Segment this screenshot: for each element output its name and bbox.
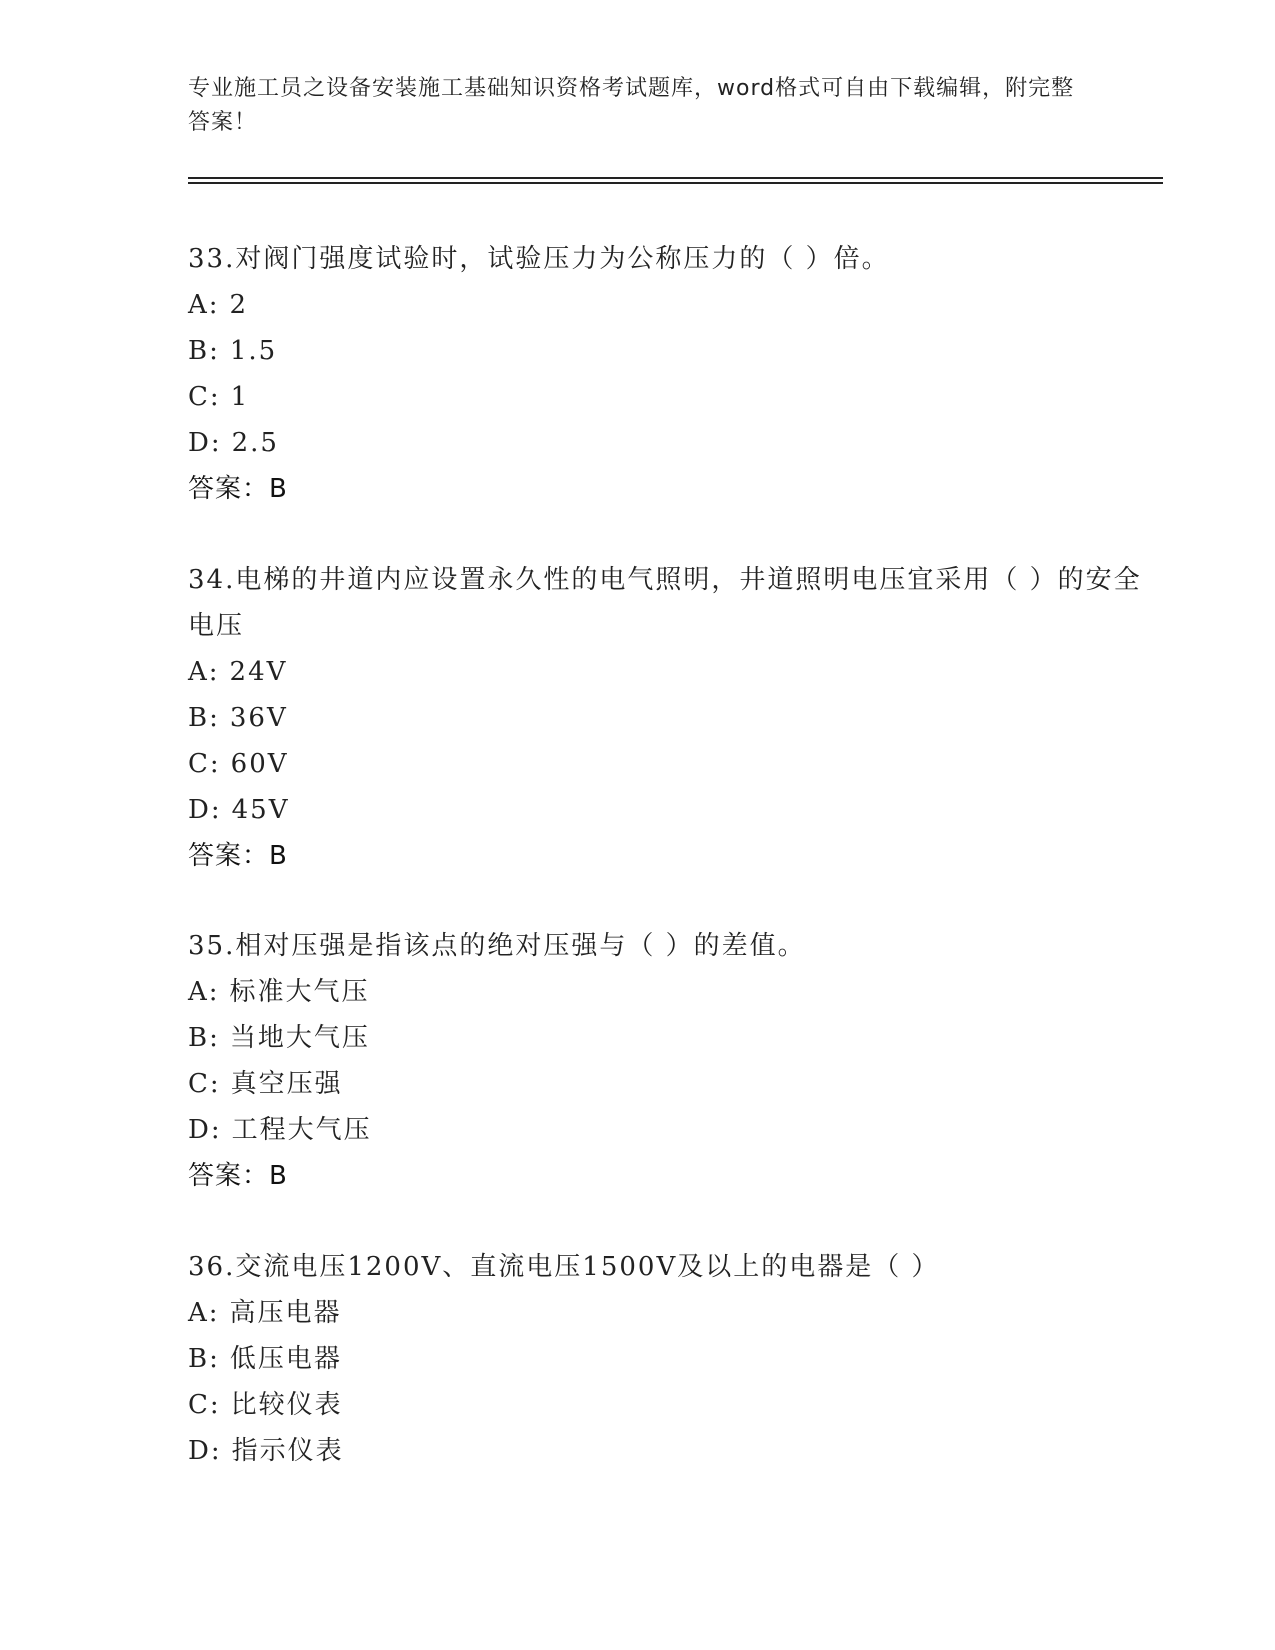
option-d <box>188 1107 1148 1153</box>
option-text: 1 <box>230 382 250 412</box>
option-c <box>188 1382 1148 1428</box>
option-separator: : <box>210 795 222 825</box>
option-key: B <box>188 1344 210 1374</box>
option-separator: : <box>209 1069 221 1099</box>
option-separator: : <box>210 428 222 458</box>
option-c <box>188 741 1148 787</box>
option-text: 高压电器 <box>229 1298 342 1328</box>
option-d <box>188 787 1148 833</box>
option-b <box>188 328 1148 374</box>
option-text: 2.5 <box>231 428 279 458</box>
option-text: 标准大气压 <box>229 977 370 1007</box>
header-rule-bottom <box>188 182 1163 184</box>
option-separator: : <box>208 290 220 320</box>
question-36 <box>188 1244 1148 1474</box>
option-b <box>188 1336 1148 1382</box>
option-separator: : <box>209 749 221 779</box>
option-text: 2 <box>229 290 249 320</box>
answer-line: 答案：B <box>188 1161 288 1191</box>
question-stem: 34.电梯的井道内应设置永久性的电气照明，井道照明电压宜采用（ ）的安全电压 <box>188 565 1142 641</box>
answer-line: 答案：B <box>188 841 288 871</box>
option-b <box>188 695 1148 741</box>
option-key: A <box>188 1298 209 1328</box>
option-key: C <box>188 382 210 412</box>
option-a <box>188 1290 1148 1336</box>
option-separator: : <box>209 1023 220 1053</box>
option-text: 60V <box>230 749 289 779</box>
option-separator: : <box>209 336 220 366</box>
header-rule-top <box>188 177 1163 179</box>
option-separator: : <box>210 1436 222 1466</box>
option-key: D <box>188 1115 211 1145</box>
option-a <box>188 649 1148 695</box>
option-text: 真空压强 <box>230 1069 343 1099</box>
option-key: B <box>188 703 210 733</box>
answer-line: 答案：B <box>188 474 288 504</box>
option-key: A <box>188 657 209 687</box>
option-separator: : <box>209 703 220 733</box>
option-a <box>188 282 1148 328</box>
option-text: 比较仪表 <box>230 1390 343 1420</box>
option-key: C <box>188 1069 210 1099</box>
option-text: 当地大气压 <box>229 1023 370 1053</box>
option-text: 指示仪表 <box>231 1436 344 1466</box>
option-key: A <box>188 290 209 320</box>
option-a <box>188 969 1148 1015</box>
option-key: B <box>188 336 210 366</box>
option-separator: : <box>209 1390 221 1420</box>
option-separator: : <box>208 1298 220 1328</box>
document-header: 专业施工员之设备安装施工基础知识资格考试题库，word格式可自由下载编辑，附完整答案！ <box>188 76 1075 135</box>
option-key: D <box>188 1436 211 1466</box>
option-c <box>188 374 1148 420</box>
option-text: 1.5 <box>229 336 278 366</box>
option-separator: : <box>210 1115 222 1145</box>
option-key: D <box>188 428 211 458</box>
option-d <box>188 1428 1148 1474</box>
option-c <box>188 1061 1148 1107</box>
option-text: 36V <box>229 703 288 733</box>
question-33 <box>188 236 1148 512</box>
option-key: A <box>188 977 209 1007</box>
option-key: B <box>188 1023 210 1053</box>
question-stem: 36.交流电压1200V、直流电压1500V及以上的电器是（ ） <box>188 1252 940 1282</box>
question-34 <box>188 557 1148 879</box>
option-separator: : <box>209 1344 220 1374</box>
question-35 <box>188 923 1148 1199</box>
option-key: C <box>188 749 210 779</box>
option-separator: : <box>208 977 220 1007</box>
option-key: C <box>188 1390 210 1420</box>
option-text: 工程大气压 <box>231 1115 372 1145</box>
option-text: 45V <box>231 795 290 825</box>
question-stem: 33.对阀门强度试验时，试验压力为公称压力的（ ）倍。 <box>188 244 890 274</box>
option-separator: : <box>209 382 221 412</box>
option-text: 低压电器 <box>229 1344 342 1374</box>
option-b <box>188 1015 1148 1061</box>
question-stem: 35.相对压强是指该点的绝对压强与（ ）的差值。 <box>188 931 806 961</box>
option-key: D <box>188 795 211 825</box>
option-separator: : <box>208 657 220 687</box>
option-d <box>188 420 1148 466</box>
option-text: 24V <box>229 657 288 687</box>
